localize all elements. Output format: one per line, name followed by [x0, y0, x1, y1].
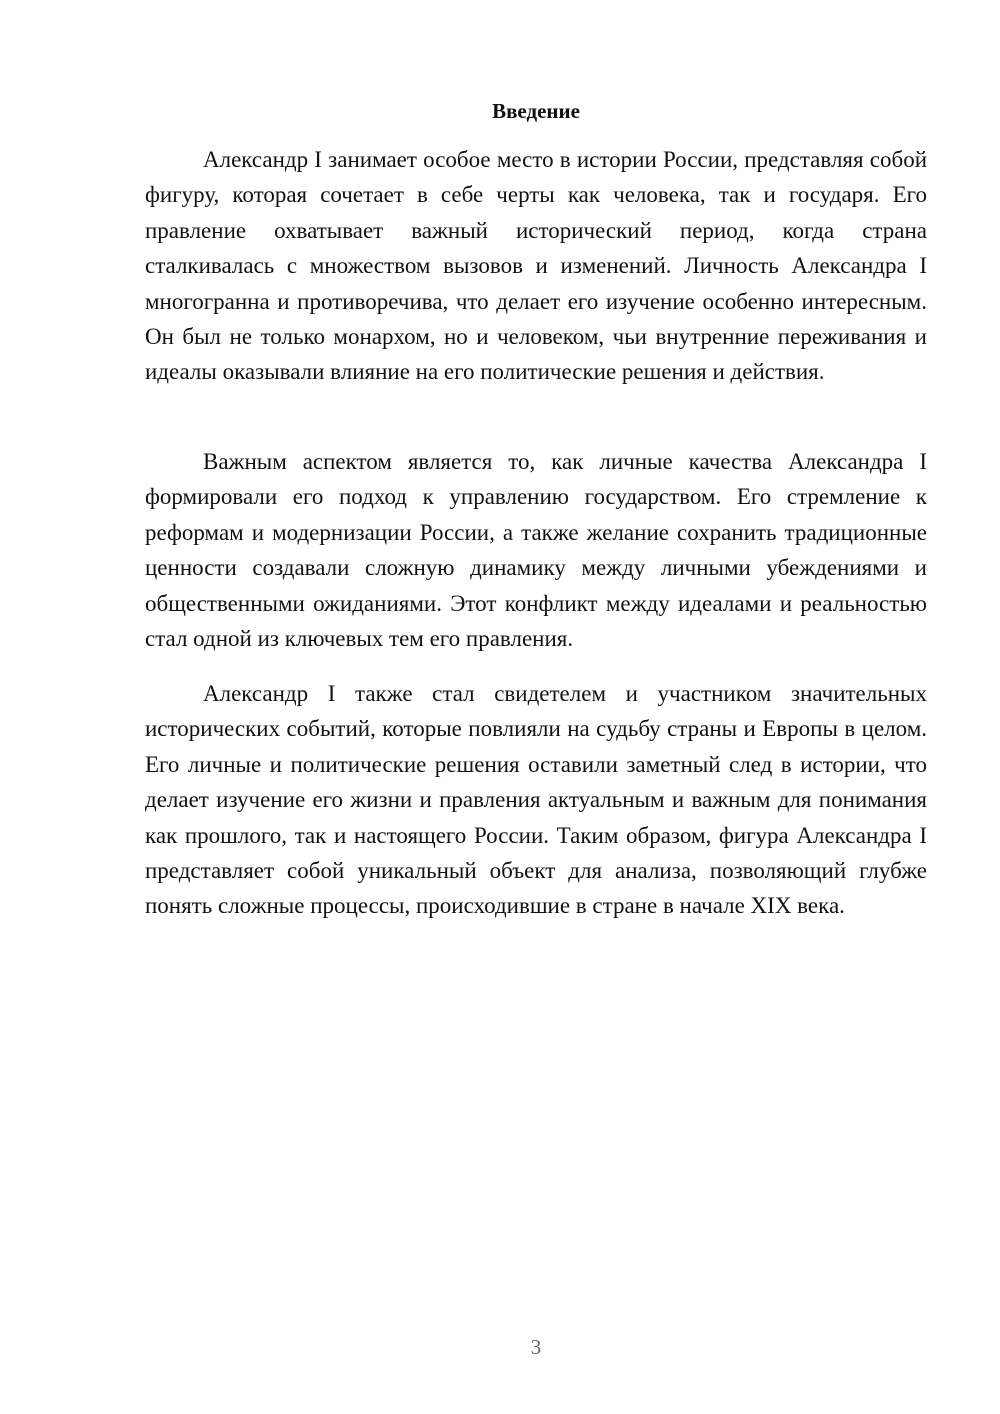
section-title: Введение — [492, 99, 580, 123]
paragraph-2: Важным аспектом является то, как личные качества Александра I формировали его подход к управлению государством. Его стремление к реформам и модернизации России, а также желание сохранить традиционные ценности создавали сложную динамику между личными убеждениями и общественными ожиданиями. Этот конфликт между идеалами и реальностью стал одной из ключевых тем его правления. — [145, 449, 927, 652]
page-number: 3 — [530, 1335, 542, 1359]
paragraph-1: Александр I занимает особое место в истории России, представляя собой фигуру, которая сочетает в себе черты как человека, так и государя. Его правление охватывает важный исторический период, когда страна сталкивалась с множеством вызовов и изменений. Личность Александра I многогранна и противоречива, что делает его изучение особенно интересным. Он был не только монархом, но и человеком, чьи внутренние переживания и идеалы оказывали влияние на его политические решения и действия. — [145, 147, 927, 385]
paragraph-3: Александр I также стал свидетелем и участником значительных исторических событий, которые повлияли на судьбу страны и Европы в целом. Его личные и политические решения оставили заметный след в истории, что делает изучение его жизни и правления актуальным и важным для понимания как прошлого, так и настоящего России. Таким образом, фигура Александра I представляет собой уникальный объект для анализа, позволяющий глубже понять сложные процессы, происходившие в стране в начале XIX века. — [145, 681, 927, 919]
